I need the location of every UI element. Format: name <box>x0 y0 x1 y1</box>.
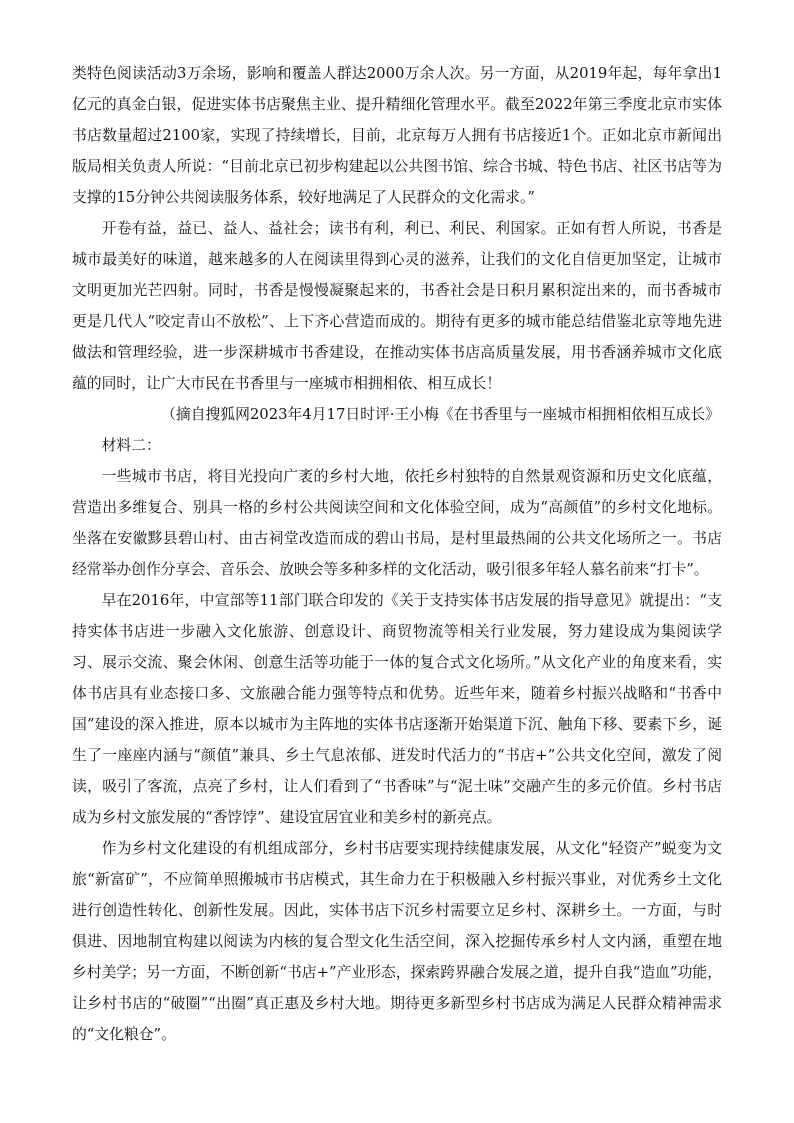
document-page <box>72 58 722 1050</box>
paragraph-continued: 类特色阅读活动3万余场，影响和覆盖人群达2000万余人次。另一方面，从2019年起，每年拿出1亿元的真金白银，促进实体书店聚焦主业、提升精细化管理水平。截至2022年第三季度北京市实体书店数量超过2100家，实现了持续增长，目前，北京每万人拥有书店接近1个。正如北京市新闻出版局相关负责人所说：“目前北京已初步构建起以公共图书馆、综合书城、特色书店、社区书店等为支撑的15分钟公共阅读服务体系，较好地满足了人民群众的文化需求。” <box>72 65 722 206</box>
material-two-label: 材料二： <box>101 437 161 454</box>
paragraph-book-fragrance: 开卷有益，益已、益人、益社会；读书有利，利已、利民、利国家。正如有哲人所说，书香是城市最美好的味道，越来越多的人在阅读里得到心灵的滋养，让我们的文化自信更加坚定，让城市文明更加光芒四射。同时，书香是慢慢凝聚起来的，书香社会是日积月累积淀出来的，而书香城市更是几代人“咬定青山不放松”、上下齐心营造而成的。期待有更多的城市能总结借鉴北京等地先进做法和管理经验，进一步深耕城市书香建设，在推动实体书店高质量发展，用书香涵养城市文化底蕴的同时，让广大市民在书香里与一座城市相拥相依、相互成长！ <box>72 220 722 392</box>
paragraph-rural-culture: 作为乡村文化建设的有机组成部分，乡村书店要实现持续健康发展，从文化“轻资产”蜕变为文旅“新富矿”，不应简单照搬城市书店模式，其生命力在于积极融入乡村振兴事业，对优秀乡土文化进行创造性转化、创新性发展。因此，实体书店下沉乡村需要立足乡村、深耕乡土。一方面，与时俱进、因地制宜构建以阅读为内核的复合型文化生活空间，深入挖掘传承乡村人文内涵，重塑在地乡村美学；另一方面，不断创新“书店+”产业形态，探索跨界融合发展之道，提升自我“造血”功能，让乡村书店的“破圈”“出圈”真正惠及乡村大地。期待更多新型乡村书店成为满足人民群众精神需求的“文化粮仓”。 <box>72 840 722 1043</box>
citation-source: （摘自搜狐网2023年4月17日时评·王小梅《在书香里与一座城市相拥相依相互成长》 <box>161 406 720 423</box>
paragraph-policy-2016: 早在2016年，中宣部等11部门联合印发的《关于支持实体书店发展的指导意见》就提出：“支持实体书店进一步融入文化旅游、创意设计、商贸物流等相关行业发展，努力建设成为集阅读学习、展示交流、聚会休闲、创意生活等功能于一体的复合式文化场所。”从文化产业的角度来看，实体书店具有业态接口多、文旅融合能力强等特点和优势。近些年来，随着乡村振兴战略和“书香中国”建设的深入推进，原本以城市为主阵地的实体书店逐渐开始渠道下沉、触角下移、要素下乡，诞生了一座座内涵与“颜值”兼具、乡土气息浓郁、迸发时代活力的“书店+”公共文化空间，激发了阅读，吸引了客流，点亮了乡村，让人们看到了“书香味”与“泥土味”交融产生的多元价值。乡村书店成为乡村文旅发展的“香饽饽”、建设宜居宜业和美乡村的新亮点。 <box>72 592 722 826</box>
paragraph-rural-bookstores: 一些城市书店，将目光投向广袤的乡村大地，依托乡村独特的自然景观资源和历史文化底蕴，营造出多维复合、别具一格的乡村公共阅读空间和文化体验空间，成为“高颜值”的乡村文化地标。坐落在安徽黟县碧山村、由古祠堂改造而成的碧山书局，是村里最热闹的公共文化场所之一。书店经常举办创作分享会、音乐会、放映会等多种多样的文化活动，吸引很多年轻人慕名前来“打卡”。 <box>72 468 722 578</box>
